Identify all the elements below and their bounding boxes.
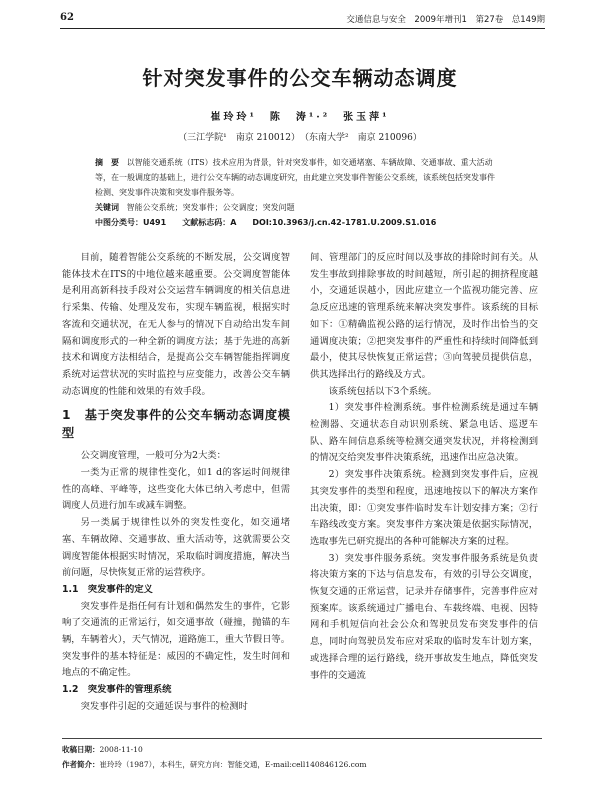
- section-1-heading: [62, 406, 290, 442]
- authors: 崔玲玲¹ 陈 涛¹·² 张玉萍¹: [210, 112, 390, 123]
- section-1-number: 1: [62, 408, 71, 423]
- running-header: [60, 10, 545, 29]
- intro-paragraph: 目前，随着智能公交系统的不断发展，公交调度智能体技术在ITS的中地位越来越重要。公交调度智能体是利用高新科技手段对公交运营车辆调度的相关信息进行采集、传输、处理及发布，实现车辆监视，根据实时客流和交通状况，在无人参与的情况下自动给出发车间隔和调度形式的一种全新的调度方法；基于先进的高新技术和调度方法相结合，是提高公交车辆智能指挥调度系统对运营状况的实时监控与应变能力，改善公交车辆动态调度的性能和效果的有效手段。: [62, 252, 290, 397]
- paragraph: 1）突发事件检测系统。事件检测系统是通过车辆检测器、交通状态自动识别系统、紧急电话、巡逻车队、路车间信息系统等检测交通突发状况，并将检测到的情况交给突发事件决策系统，迅速作出应急决策。: [310, 402, 538, 464]
- section-1-title: 基于突发事件的公交车辆动态调度模型: [62, 408, 290, 441]
- footnote: [62, 738, 542, 772]
- left-column: [62, 250, 290, 716]
- author-value: 崔玲玲（1987），本科生，研究方向：智能交通，E-mail:cell140846126.com: [99, 760, 367, 769]
- paragraph: 间、管理部门的反应时间以及事故的排除时间有关。从发生事故到排除事故的时间越短，所引起的拥挤程度越小，交通延误越小，因此应建立一个监视功能完善、应急反应迅速的管理系统来解决突发事件。该系统的目标如下：①精确监视公路的运行情况，及时作出恰当的交通调度决策；②把突发事件的严重性和持续时间降低到最小，使其尽快恢复正常运营；③向驾驶员提供信息，供其选择出行的路线及方式。: [310, 252, 538, 380]
- affiliation: （三江学院¹ 南京 210012） （东南大学² 南京 210096）: [178, 133, 422, 143]
- paragraph: 另一类属于规律性以外的突发性变化，如交通堵塞、车辆故障、交通事故、重大活动等，这就需要公交调度智能体根据实时情况，采取临时调度措施，解决当前问题，尽快恢复正常的运营秩序。: [62, 517, 290, 579]
- paragraph: 一类为正常的规律性变化，如1 d的客运时间规律性的高峰、平峰等，这些变化大体已纳入考虑中，但需调度人员进行加车或减车调整。: [62, 467, 290, 512]
- classification: 中图分类号：U491 文献标志码：A DOI:10.3963/j.cn.42-1781.U.2009.S1.016: [95, 218, 437, 227]
- page-number: 62: [60, 12, 74, 23]
- paragraph: 2）突发事件决策系统。检测到突发事件后，应视其突发事件的类型和程度，迅速地按以下的解决方案作出决策，即：①突发事件临时发车计划安排方案；②行车路线改变方案。突发事件方案决策是依据实际情况，选取事先已研究提出的各种可能解决方案的过程。: [310, 469, 538, 547]
- paragraph: 突发事件引起的交通延误与事件的检测时: [80, 700, 248, 712]
- paragraph: 该系统包括以下3个系统。: [328, 385, 437, 397]
- paragraph: 3）突发事件服务系统。突发事件服务系统是负责将决策方案的下达与信息发布，有效的引导公交调度，恢复交通的正常运营，记录并存储事件，完善事件应对预案库。该系统通过广播电台、车载终端、电视、因特网和手机短信向社会公众和驾驶员发布突发事件的信息，同时向驾驶员发布应对采取的临时发车计划方案，或选择合理的运行路线，绕开事故发生地点，降低突发事件的交通流: [310, 552, 538, 681]
- keywords-label: 关键词: [95, 203, 119, 212]
- keywords: [95, 200, 495, 215]
- right-column: [310, 250, 538, 684]
- journal-info: 交通信息与安全 2009年增刊1 第27卷 总149期: [346, 15, 545, 25]
- abstract: [95, 155, 495, 200]
- paper-title: 针对突发事件的公交车辆动态调度: [142, 66, 458, 90]
- abstract-block: [95, 155, 495, 230]
- keywords-text: 智能公交系统；突发事件；公交调度；突发问题: [126, 203, 295, 212]
- abstract-label: 摘 要: [95, 158, 119, 167]
- subsection-1-1-heading: 1.1 突发事件的定义: [62, 583, 153, 595]
- author-bio: [62, 757, 542, 772]
- received-value: 2008-11-10: [99, 745, 143, 754]
- abstract-text: 以智能交通系统（ITS）技术应用为背景，针对突发事件，如交通堵塞、车辆故障、交通事故、重大活动等，在一般调度的基础上，进行公交车辆的动态调度研究，由此建立突发事件智能公交系统，该系统包括突发事件检测、突发事件决策和突发事件服务等。: [95, 158, 495, 197]
- paragraph: 突发事件是指任何有计划和偶然发生的事件，它影响了交通流的正常运行，如交通事故（碰撞，抛锚的车辆，车辆着火），天气情况，道路施工，重大节假日等。突发事件的基本特征是：威因的不确定性，发生时间和地点的不确定性。: [62, 600, 290, 679]
- paragraph: 公交调度管理，一般可分为2大类：: [80, 450, 226, 462]
- subsection-1-2-heading: 1.2 突发事件的管理系统: [62, 684, 172, 696]
- author-label: 作者简介：: [62, 760, 100, 769]
- received-date: [62, 742, 542, 757]
- received-label: 收稿日期：: [62, 745, 100, 754]
